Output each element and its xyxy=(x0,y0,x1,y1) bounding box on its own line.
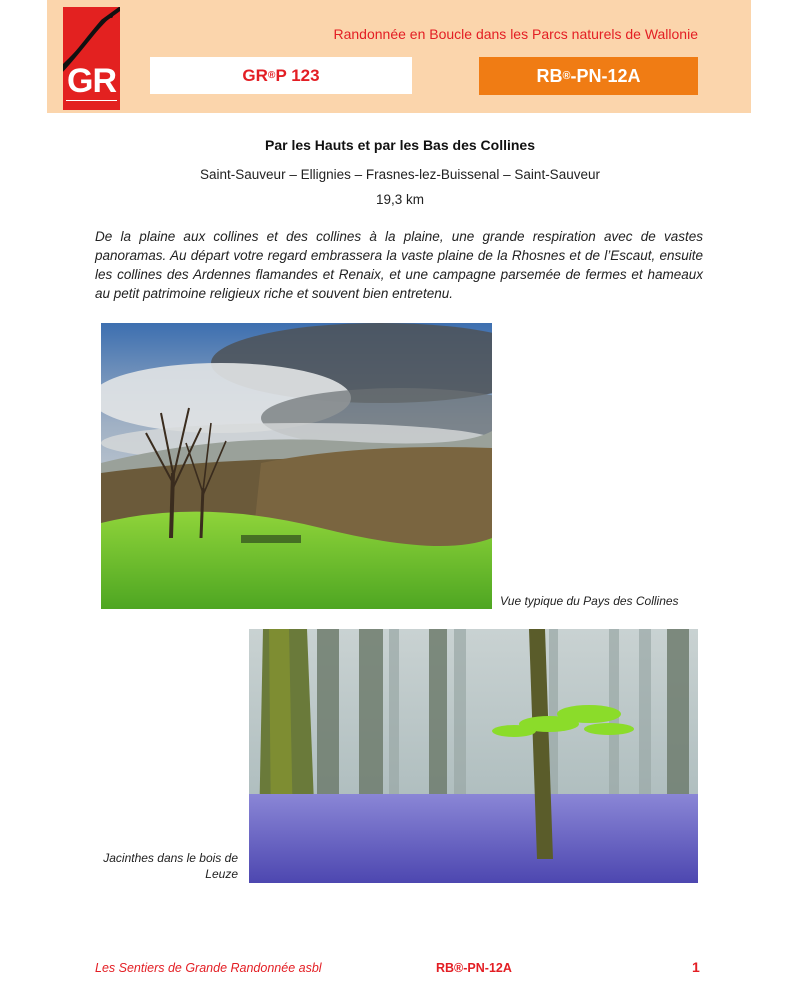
intro-paragraph: De la plaine aux collines et des collines à la plaine, une grande respiration avec de vastes panoramas. Au départ votre regard embrassera la vaste plaine de la Rhosnes et de l’Escaut, ensuite les collines des Ardennes flamandes et Renaix, et une campagne parsemée de fermes et hameaux au petit patrimoine religieux riche et souvent bien entretenu. xyxy=(95,229,703,301)
page-title: Par les Hauts et par les Bas des Collines xyxy=(264,137,535,153)
logo-tagline xyxy=(66,100,117,107)
gr-logo xyxy=(63,7,120,110)
rb-code-box xyxy=(479,57,698,95)
photo-hills xyxy=(101,323,492,609)
footer-organization: Les Sentiers de Grande Randonnée asbl xyxy=(95,961,322,975)
gr-code-reg: ® xyxy=(267,70,276,81)
distance: 19,3 km xyxy=(375,192,425,207)
rb-code-reg: ® xyxy=(562,70,571,82)
rb-code-prefix: RB xyxy=(536,65,563,86)
rb-code-suffix: -PN-12A xyxy=(570,65,641,86)
header-subtitle: Randonnée en Boucle dans les Parcs naturels de Wallonie xyxy=(333,26,698,42)
photo-bluebells xyxy=(249,629,698,883)
gr-code-suffix: P 123 xyxy=(275,65,320,85)
footer-code: RB®-PN-12A xyxy=(436,961,512,975)
route-line: Saint-Sauveur – Ellignies – Frasnes-lez-Buissenal – Saint-Sauveur xyxy=(200,167,600,182)
gr-code-prefix: GR xyxy=(242,65,268,85)
photo-caption-bluebells: Jacinthes dans le bois de Leuze xyxy=(103,851,238,881)
photo-caption-hills: Vue typique du Pays des Collines xyxy=(500,594,679,608)
logo-text: GR xyxy=(67,62,116,100)
page-number: 1 xyxy=(692,959,700,975)
gr-code-box xyxy=(150,57,412,94)
